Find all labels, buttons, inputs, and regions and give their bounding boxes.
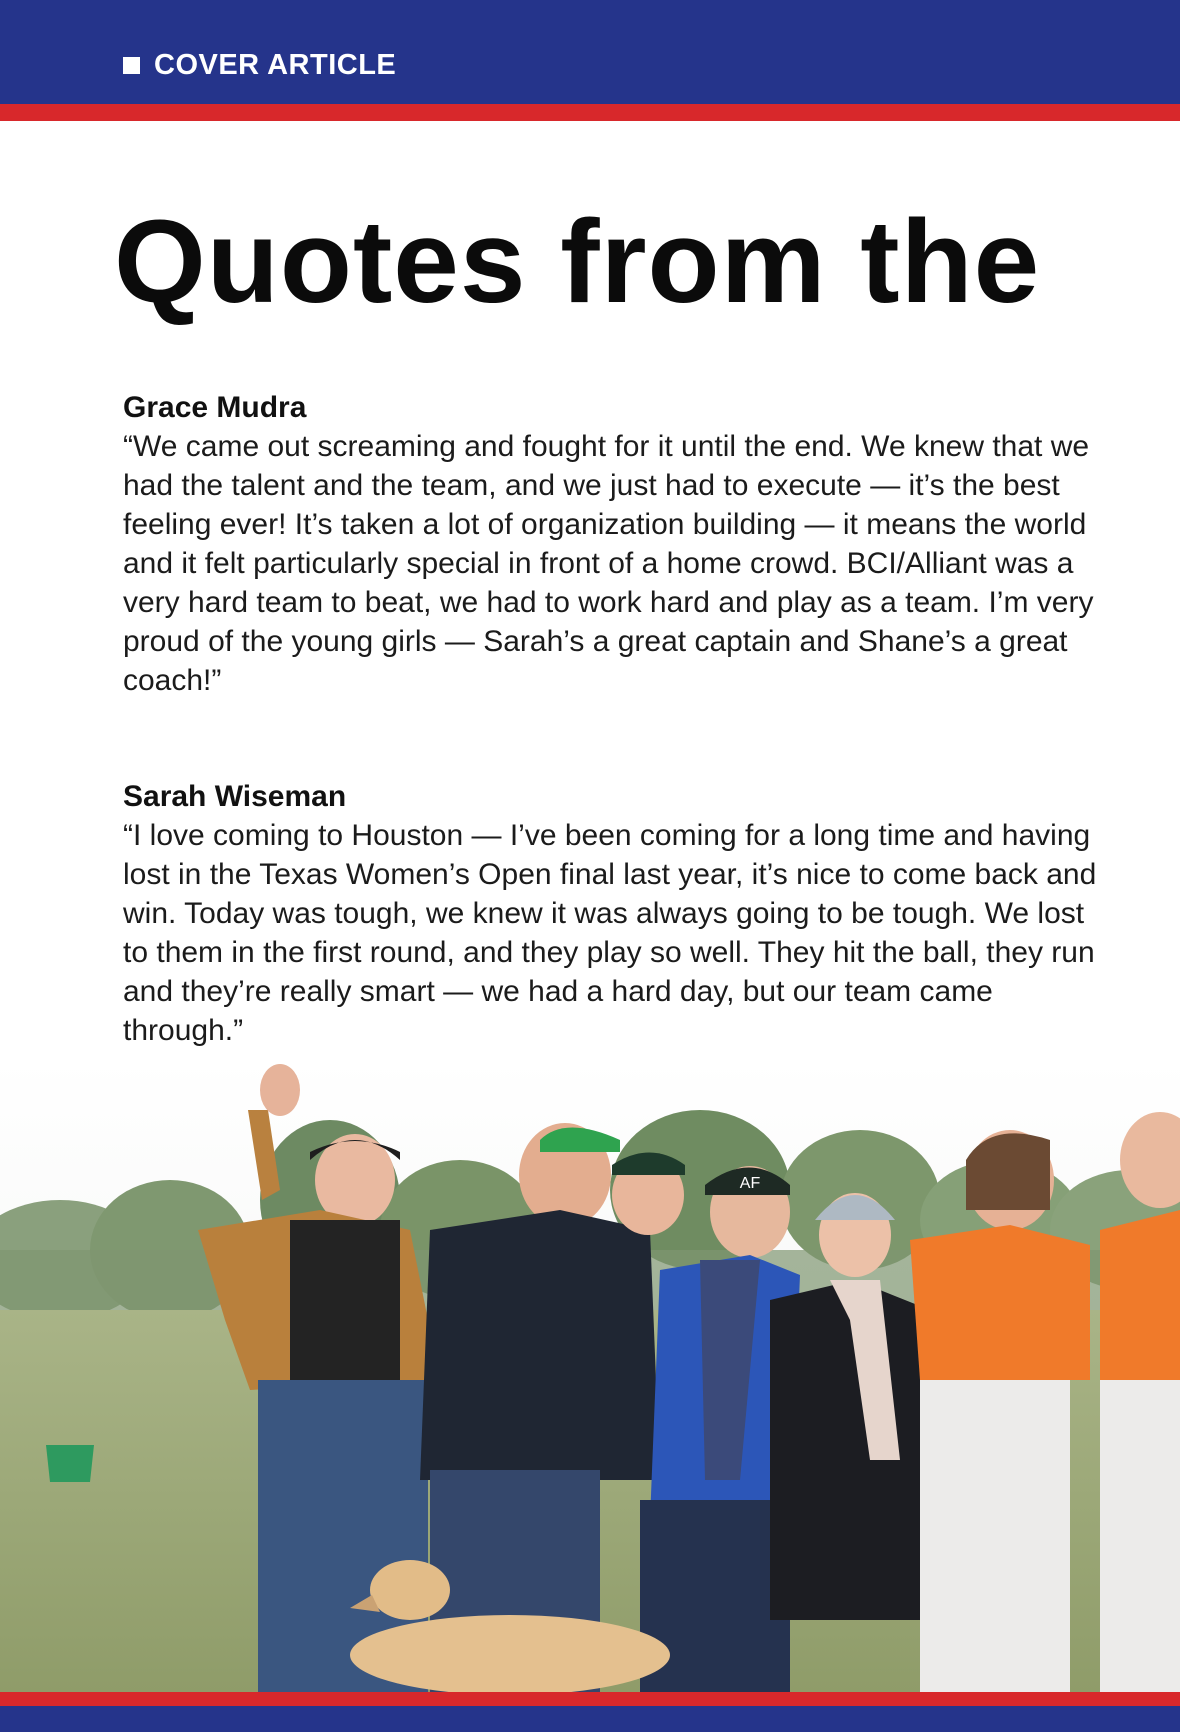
square-bullet-icon [123,57,140,74]
footer-band [0,1706,1180,1732]
quote-speaker: Grace Mudra [123,391,307,424]
quote-block [123,388,1103,700]
bucket-shape [46,1445,94,1482]
header-stripe [0,104,1180,121]
section-label-text: COVER ARTICLE [154,49,397,81]
quote-block [123,777,1103,1050]
quote-speaker: Sarah Wiseman [123,780,347,813]
team-photo-illustration [0,1060,1180,1692]
cap-logo-text: AF [739,1175,761,1192]
quote-text: “We came out screaming and fought for it until the end. We knew that we had the talent and the team, and we just had to execute — it’s the best feeling ever! It’s taken a lot of organization building — it means the world and it felt particularly special in front of a home crowd. BCI/Alliant was a very hard team to beat, we had to work hard and play as a team. I’m very proud of the young girls — Sarah’s a great captain and Shane’s a great coach!” [123,430,1094,697]
page-headline: Quotes from the [114,196,1041,328]
section-label [123,51,396,80]
team-photo [0,1060,1180,1692]
quote-text: “I love coming to Houston — I’ve been coming for a long time and having lost in the Texas Women’s Open final last year, it’s nice to come back and win. Today was tough, we knew it was always going to be tough. We lost to them in the first round, and they play so well. They hit the ball, they run and they’re really smart — we had a hard day, but our team came through.” [123,819,1097,1047]
footer-stripe [0,1692,1180,1706]
